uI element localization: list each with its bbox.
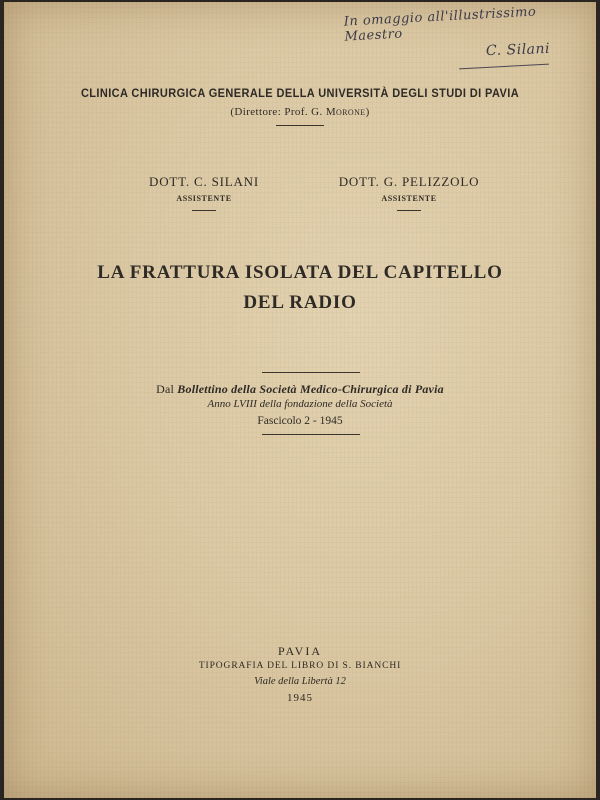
author-rule-1 — [192, 210, 216, 211]
director-prefix: (Direttore: Prof. G. — [230, 106, 326, 118]
imprint-year: 1945 — [287, 692, 313, 704]
source-rule — [262, 372, 360, 373]
signature-underline — [459, 64, 549, 70]
title-line-2: DEL RADIO — [243, 292, 357, 313]
author-rule-2 — [397, 210, 421, 211]
imprint-city: PAVIA — [277, 644, 323, 658]
director-name: Morone — [325, 106, 366, 118]
journal-name: Bollettino della Società Medico-Chirurgica di Pavia — [177, 382, 444, 396]
title-line-1: LA FRATTURA ISOLATA DEL CAPITELLO — [97, 262, 503, 283]
anno-line: Anno LVIII della fondazione della Società — [207, 398, 393, 410]
author-name-1: DOTT. C. SILANI — [149, 174, 259, 189]
header-rule — [276, 125, 324, 126]
imprint-printer: TIPOGRAFIA DEL LIBRO DI S. BIANCHI — [198, 661, 402, 671]
source-bottom-rule — [262, 434, 360, 435]
source-line — [4, 382, 596, 397]
director-suffix: ) — [365, 106, 370, 118]
clinic-name: CLINICA CHIRURGICA GENERALE DELLA UNIVERSITÀ DEGLI STUDI DI PAVIA — [80, 87, 520, 101]
handwritten-dedication: In omaggio all'illustrissimo Maestro — [343, 4, 537, 45]
fascicolo-line: Fascicolo 2 - 1945 — [257, 415, 343, 427]
director-line — [4, 106, 596, 118]
imprint-address: Viale della Libertà 12 — [254, 676, 346, 687]
document-cover — [4, 2, 596, 798]
author-name-2: DOTT. G. PELIZZOLO — [338, 174, 480, 189]
handwritten-signature: C. Silani — [485, 40, 551, 60]
author-role-1: ASSISTENTE — [176, 194, 232, 203]
source-prefix: Dal — [156, 382, 178, 396]
author-role-2: ASSISTENTE — [381, 194, 437, 203]
